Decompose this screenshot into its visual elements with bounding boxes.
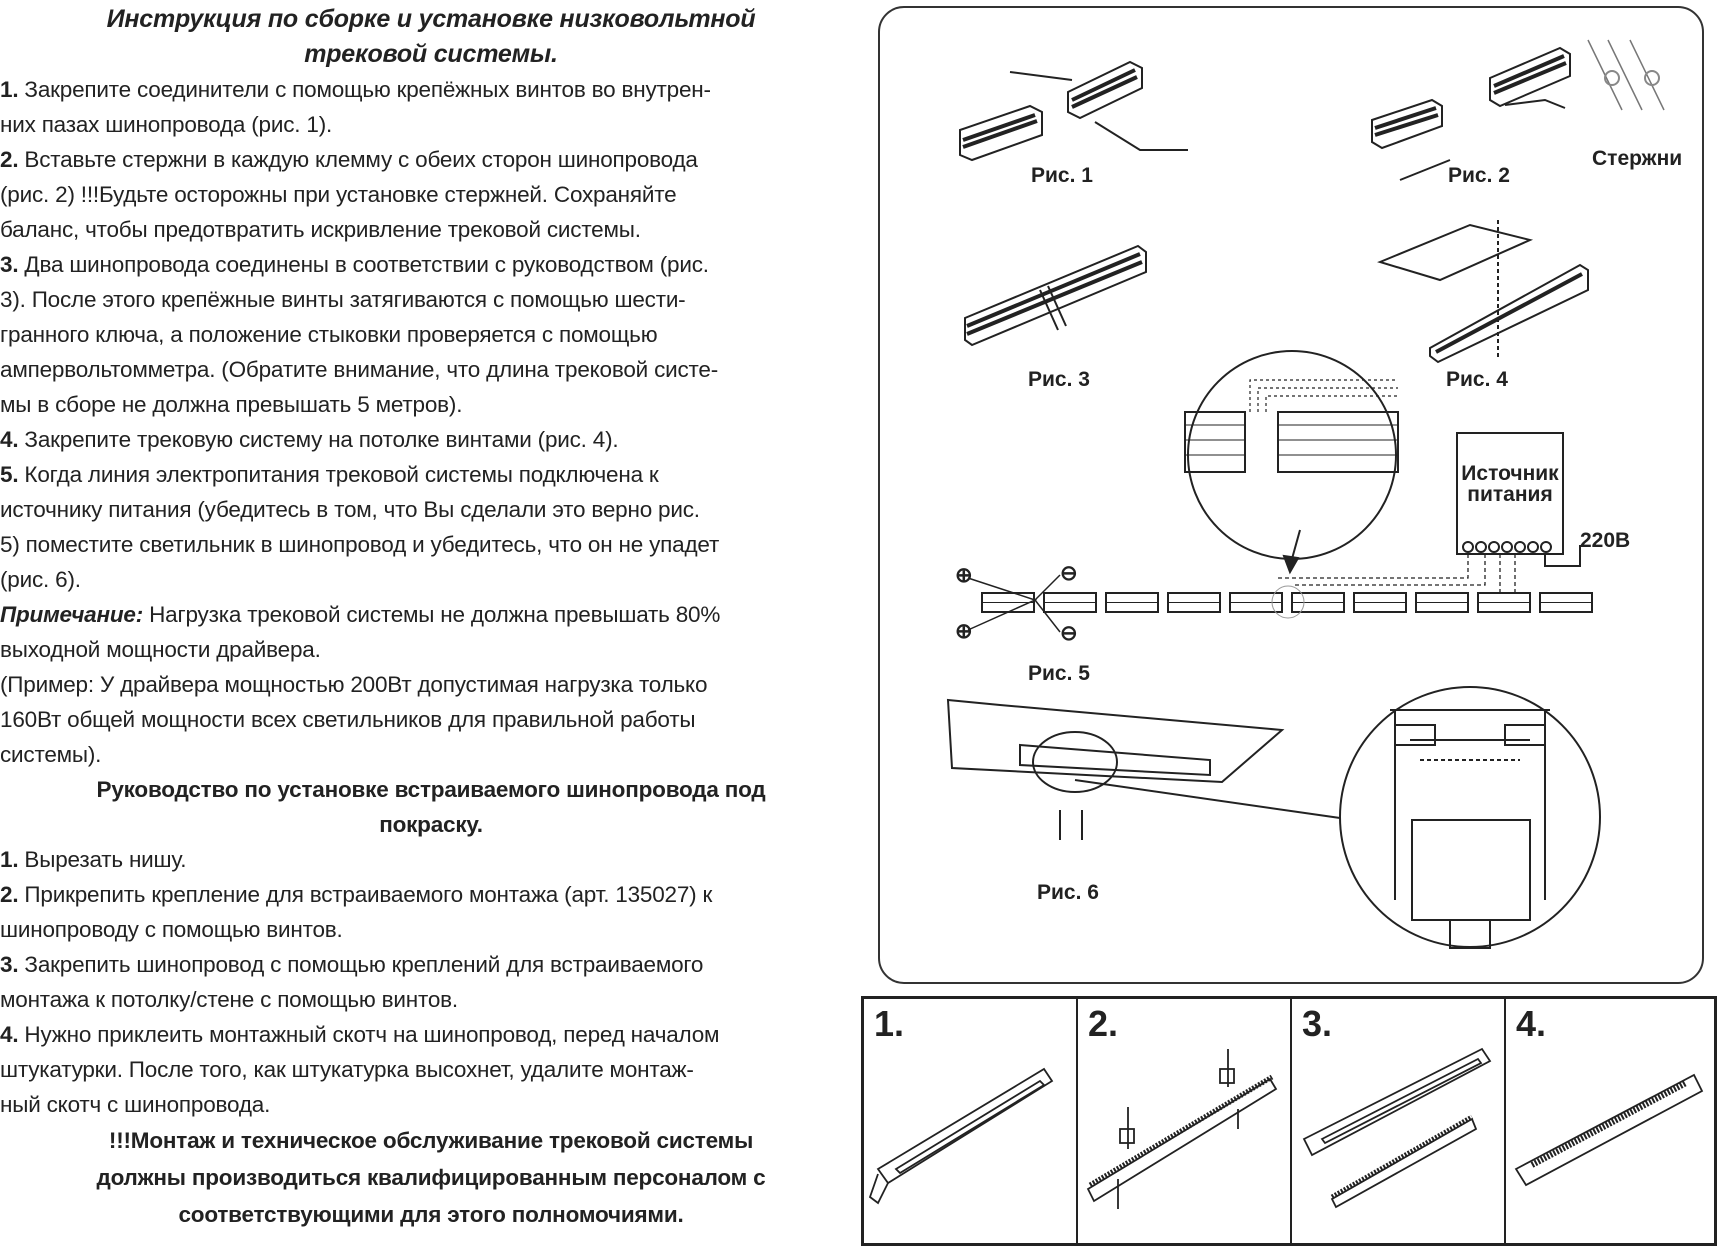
- step-number: 5.: [0, 462, 19, 487]
- figure-5-label: Рис. 5: [1028, 662, 1090, 685]
- line-text: выходной мощности драйвера.: [0, 637, 321, 662]
- figure-4-label: Рис. 4: [1446, 368, 1508, 391]
- line-text: шинопроводу с помощью винтов.: [0, 917, 343, 942]
- line-text: 160Вт общей мощности всех светильников для правильной работы: [0, 707, 696, 732]
- title-line: трековой системы.: [304, 40, 558, 68]
- terminal-pin: [1515, 542, 1525, 552]
- step-number: 3.: [0, 252, 19, 277]
- figure-1-drawing: [960, 62, 1188, 160]
- line-text: (Пример: У драйвера мощностью 200Вт допустимая нагрузка только: [0, 672, 708, 697]
- power-source-label: Источник: [1461, 462, 1559, 485]
- step-panel-1: [864, 999, 1078, 1243]
- line-text: Закрепите трековую систему на потолке винтами (рис. 4).: [18, 427, 619, 452]
- line-text: Вставьте стержни в каждую клемму с обеих сторон шинопровода: [18, 147, 698, 172]
- terminal-pin: [1476, 542, 1486, 552]
- line-text: ампервольтомметра. (Обратите внимание, что длина трековой систе-: [0, 357, 719, 382]
- heading-text: покраску.: [379, 812, 483, 837]
- terminal-pin: [1463, 542, 1473, 552]
- line-text: них пазах шинопровода (рис. 1).: [0, 112, 333, 137]
- step-number: 2.: [0, 147, 19, 172]
- step-number: 4.: [0, 1022, 19, 1047]
- heading-text: !!!Монтаж и техническое обслуживание трековой системы: [108, 1128, 754, 1153]
- figure-4-drawing: [1380, 220, 1588, 362]
- line-text: монтажа к потолку/стене с помощью винтов.: [0, 987, 458, 1012]
- heading-text: соответствующими для этого полномочиями.: [178, 1202, 684, 1227]
- title-line: Инструкция по сборке и установке низковольтной: [106, 5, 756, 33]
- figure-2-label: Рис. 2: [1448, 164, 1510, 187]
- step-number: 1.: [0, 77, 19, 102]
- line-text: 5) поместите светильник в шинопровод и убедитесь, что он не упадет: [0, 532, 720, 557]
- power-source-label: питания: [1467, 483, 1553, 506]
- plus-terminal: ⊕: [955, 564, 973, 587]
- figure-1-label: Рис. 1: [1031, 164, 1093, 187]
- step-panel-4: [1506, 999, 1718, 1243]
- line-text: (рис. 6).: [0, 567, 81, 592]
- step-panel-3: [1292, 999, 1506, 1243]
- voltage-label: 220В: [1580, 529, 1631, 552]
- line-text: Когда линия электропитания трековой системы подключена к: [18, 462, 659, 487]
- figure-3-label: Рис. 3: [1028, 368, 1090, 391]
- terminal-pin: [1541, 542, 1551, 552]
- recessed-install-steps: [861, 996, 1717, 1246]
- line-text: системы).: [0, 742, 102, 767]
- heading-text: должны производиться квалифицированным персоналом с: [96, 1165, 766, 1190]
- line-text: Закрепить шинопровод с помощью креплений для встраиваемого: [18, 952, 704, 977]
- note-label: Примечание:: [0, 602, 144, 627]
- figure-3-drawing: [965, 246, 1146, 345]
- step-number: 2.: [1088, 1003, 1119, 1044]
- line-text: Закрепите соединители с помощью крепёжных винтов во внутрен-: [18, 77, 711, 102]
- step-number: 4.: [0, 427, 19, 452]
- line-text: штукатурки. После того, как штукатурка высохнет, удалите монтаж-: [0, 1057, 694, 1082]
- line-text: Нужно приклеить монтажный скотч на шинопровод, перед началом: [18, 1022, 720, 1047]
- line-text: Вырезать нишу.: [18, 847, 187, 872]
- terminal-pin: [1528, 542, 1538, 552]
- terminal-pin: [1489, 542, 1499, 552]
- line-text: баланс, чтобы предотвратить искривление трековой системы.: [0, 217, 641, 242]
- line-text: гранного ключа, а положение стыковки проверяется с помощью: [0, 322, 658, 347]
- step-number: 1.: [0, 847, 19, 872]
- terminal-pin: [1502, 542, 1512, 552]
- step-number: 2.: [0, 882, 19, 907]
- line-text: источнику питания (убедитесь в том, что Вы сделали это верно рис.: [0, 497, 700, 522]
- step-number: 3.: [0, 952, 19, 977]
- minus-terminal: ⊖: [1060, 562, 1078, 585]
- line-text: Прикрепить крепление для встраиваемого монтажа (арт. 135027) к: [18, 882, 713, 907]
- minus-terminal: ⊖: [1060, 622, 1078, 645]
- heading-text: Руководство по установке встраиваемого шинопровода под: [96, 777, 766, 802]
- figure-5-detail: [1185, 351, 1398, 572]
- figure-6-drawing: [948, 687, 1600, 948]
- step-panel-2: [1078, 999, 1292, 1243]
- line-text: Два шинопровода соединены в соответствии с руководством (рис.: [18, 252, 709, 277]
- figure-6-label: Рис. 6: [1037, 881, 1099, 904]
- line-text: ный скотч с шинопровода.: [0, 1092, 271, 1117]
- rods-label: Стержни: [1592, 147, 1683, 170]
- line-text: 3). После этого крепёжные винты затягиваются с помощью шести-: [0, 287, 686, 312]
- step-number: 3.: [1302, 1003, 1333, 1044]
- plus-terminal: ⊕: [955, 620, 973, 643]
- line-text: мы в сборе не должна превышать 5 метров).: [0, 392, 463, 417]
- line-text: Нагрузка трековой системы не должна превышать 80%: [143, 602, 721, 627]
- step-number: 1.: [874, 1003, 905, 1044]
- step-number: 4.: [1516, 1003, 1547, 1044]
- line-text: (рис. 2) !!!Будьте осторожны при установке стержней. Сохраняйте: [0, 182, 677, 207]
